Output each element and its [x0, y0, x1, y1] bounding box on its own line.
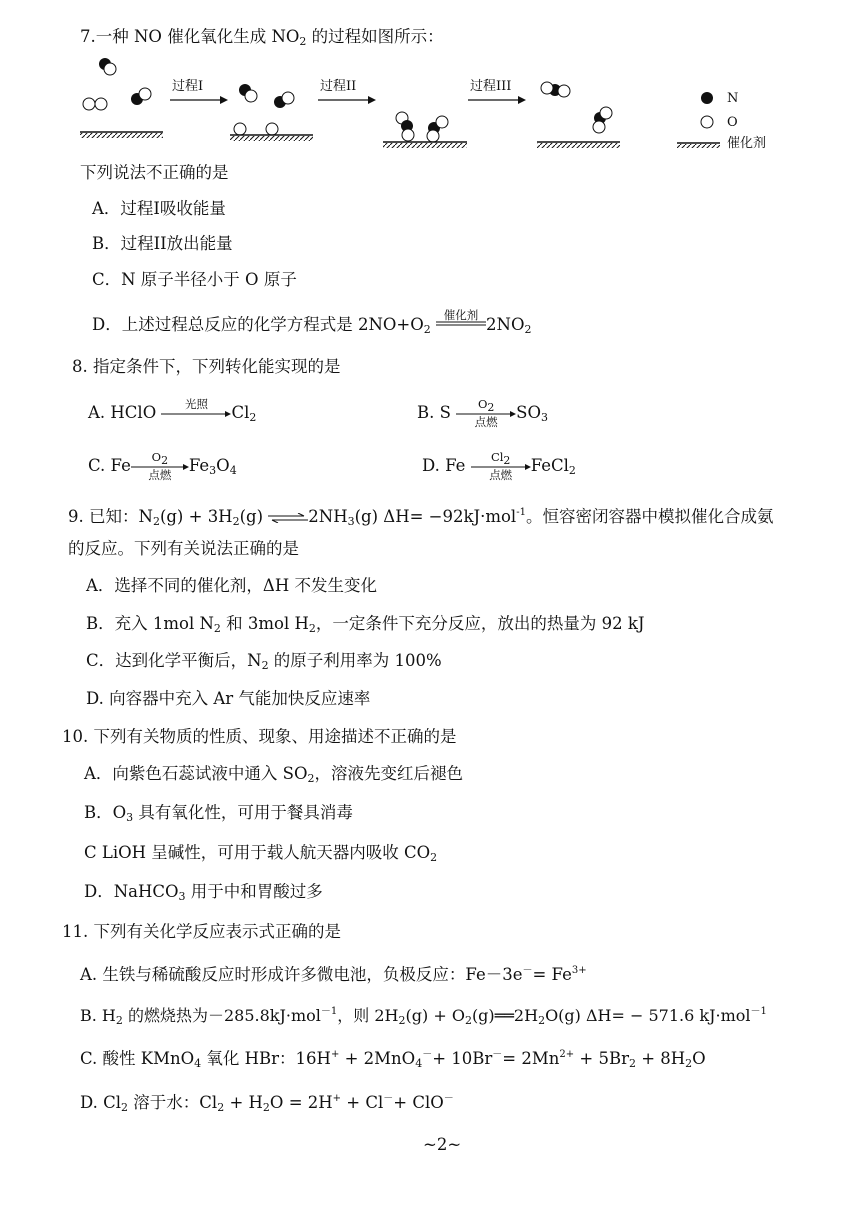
stage-1	[80, 58, 163, 138]
o-atom	[436, 116, 448, 128]
q11-stem: 11. 下列有关化学反应表示式正确的是	[62, 922, 341, 941]
q9-stem-line1: 9. 已知：$N_2(g) + 3H_2(g)$ $2NH_3(g)$ ΔH= −92kJ·mol$^{-1}$。恒容密闭容器中模拟催化合成氨	[68, 507, 774, 528]
q8-option-a: A. HClO 光照 $Cl_2$	[88, 396, 257, 424]
legend-catalyst-label: 催化剂	[727, 136, 767, 151]
o-atom	[427, 130, 439, 142]
q11-option-c: C. 酸性 KMnO$_4$ 氧化 HBr：$16H^+ + 2MnO_4^-+ 10Br^-= 2Mn^{2+} + 5Br_2 + 8H_2O$	[80, 1049, 706, 1070]
o-atom	[139, 88, 151, 100]
o-atom	[593, 121, 605, 133]
process-label-3: 过程III	[470, 79, 512, 94]
o-atom	[245, 90, 257, 102]
q9-stem-line2: 的反应。下列有关说法正确的是	[68, 539, 299, 558]
q9-option-c: C．达到化学平衡后，$N_2$ 的原子利用率为 100%	[86, 651, 442, 672]
q7-option-d: D．上述过程总反应的化学方程式是 $2NO+O_2$ 催化剂 $2NO_2$	[92, 307, 532, 336]
q10-option-d: D．NaHCO$_3$ 用于中和胃酸过多	[84, 882, 323, 903]
reaction-condition-arrow: 催化剂	[443, 307, 479, 322]
q7-question: 下列说法不正确的是	[80, 163, 229, 182]
q7-process-diagram	[75, 50, 795, 155]
o-atom	[83, 98, 95, 110]
q11-option-a: A. 生铁与稀硫酸反应时形成许多微电池，负极反应：$Fe-3e^-= Fe^{3+}$	[80, 965, 587, 984]
q8-stem: 8. 指定条件下，下列转化能实现的是	[72, 357, 341, 376]
process-label-1: 过程I	[172, 79, 204, 94]
reversible-arrow	[268, 513, 308, 523]
o-atom	[600, 107, 612, 119]
q8-option-b: B. S O2 点燃 $SO_3$	[417, 396, 549, 429]
q7-option-a: A．过程I吸收能量	[92, 199, 226, 218]
q10-option-a: A．向紫色石蕊试液中通入 $SO_2$，溶液先变红后褪色	[84, 764, 463, 785]
stage-4	[537, 82, 620, 148]
q7-stem: 7.一种 NO 催化氧化生成 $NO_2$ 的过程如图所示：	[80, 27, 444, 48]
o-atom	[558, 85, 570, 97]
o-atom	[541, 82, 553, 94]
reaction-arrow: Cl2 点燃	[471, 463, 531, 471]
q10-option-b: B．$O_3$ 具有氧化性，可用于餐具消毒	[84, 803, 353, 824]
q9-option-b: B．充入 1mol $N_2$ 和 3mol $H_2$，一定条件下充分反应，放出的热量为 92 kJ	[86, 614, 645, 635]
q11-option-b: B. $H_2$ 的燃烧热为－285.8kJ·mol$^{-1}$，则 $2H_2(g)$ + $O_2(g)══2H_2O(g) \Delta H= - 571.6$ kJ·mol$^{-1}$	[80, 1006, 767, 1027]
q8-option-d: D. Fe Cl2 点燃 FeCl$_2$	[422, 449, 576, 482]
q7-option-c: C．N 原子半径小于 O 原子	[92, 270, 297, 289]
o-atom	[282, 92, 294, 104]
legend-o-atom	[701, 116, 713, 128]
stage-3	[383, 112, 467, 148]
o-atom	[95, 98, 107, 110]
q10-option-c: C LiOH 呈碱性，可用于载人航天器内吸收 $CO_2$	[84, 843, 438, 864]
o-atom	[104, 63, 116, 75]
legend-n-atom	[701, 92, 713, 104]
q10-stem: 10. 下列有关物质的性质、现象、用途描述不正确的是	[62, 727, 457, 746]
q9-option-a: A．选择不同的催化剂，ΔH 不发生变化	[86, 576, 377, 595]
page-number: ~2~	[423, 1135, 462, 1154]
process-label-2: 过程II	[320, 79, 357, 94]
legend-n-label: N	[727, 91, 739, 106]
o-atom	[266, 123, 278, 135]
legend	[677, 92, 720, 148]
o-atom	[402, 129, 414, 141]
q7-option-b: B．过程II放出能量	[92, 234, 233, 253]
stage-2	[230, 84, 313, 141]
reaction-arrow: O2 点燃	[131, 463, 189, 471]
reaction-arrow: 光照	[161, 410, 231, 418]
q8-option-c: C. Fe O2 点燃 $Fe_3O_4$	[88, 449, 237, 482]
o-atom	[234, 123, 246, 135]
legend-o-label: O	[727, 115, 738, 130]
q11-option-d: D. $Cl_2$ 溶于水：$Cl_2 + H_2O = 2H^+ + Cl^-+ ClO^-$	[80, 1093, 454, 1114]
reaction-arrow: O2 点燃	[456, 410, 516, 418]
q9-option-d: D. 向容器中充入 Ar 气能加快反应速率	[86, 689, 371, 708]
